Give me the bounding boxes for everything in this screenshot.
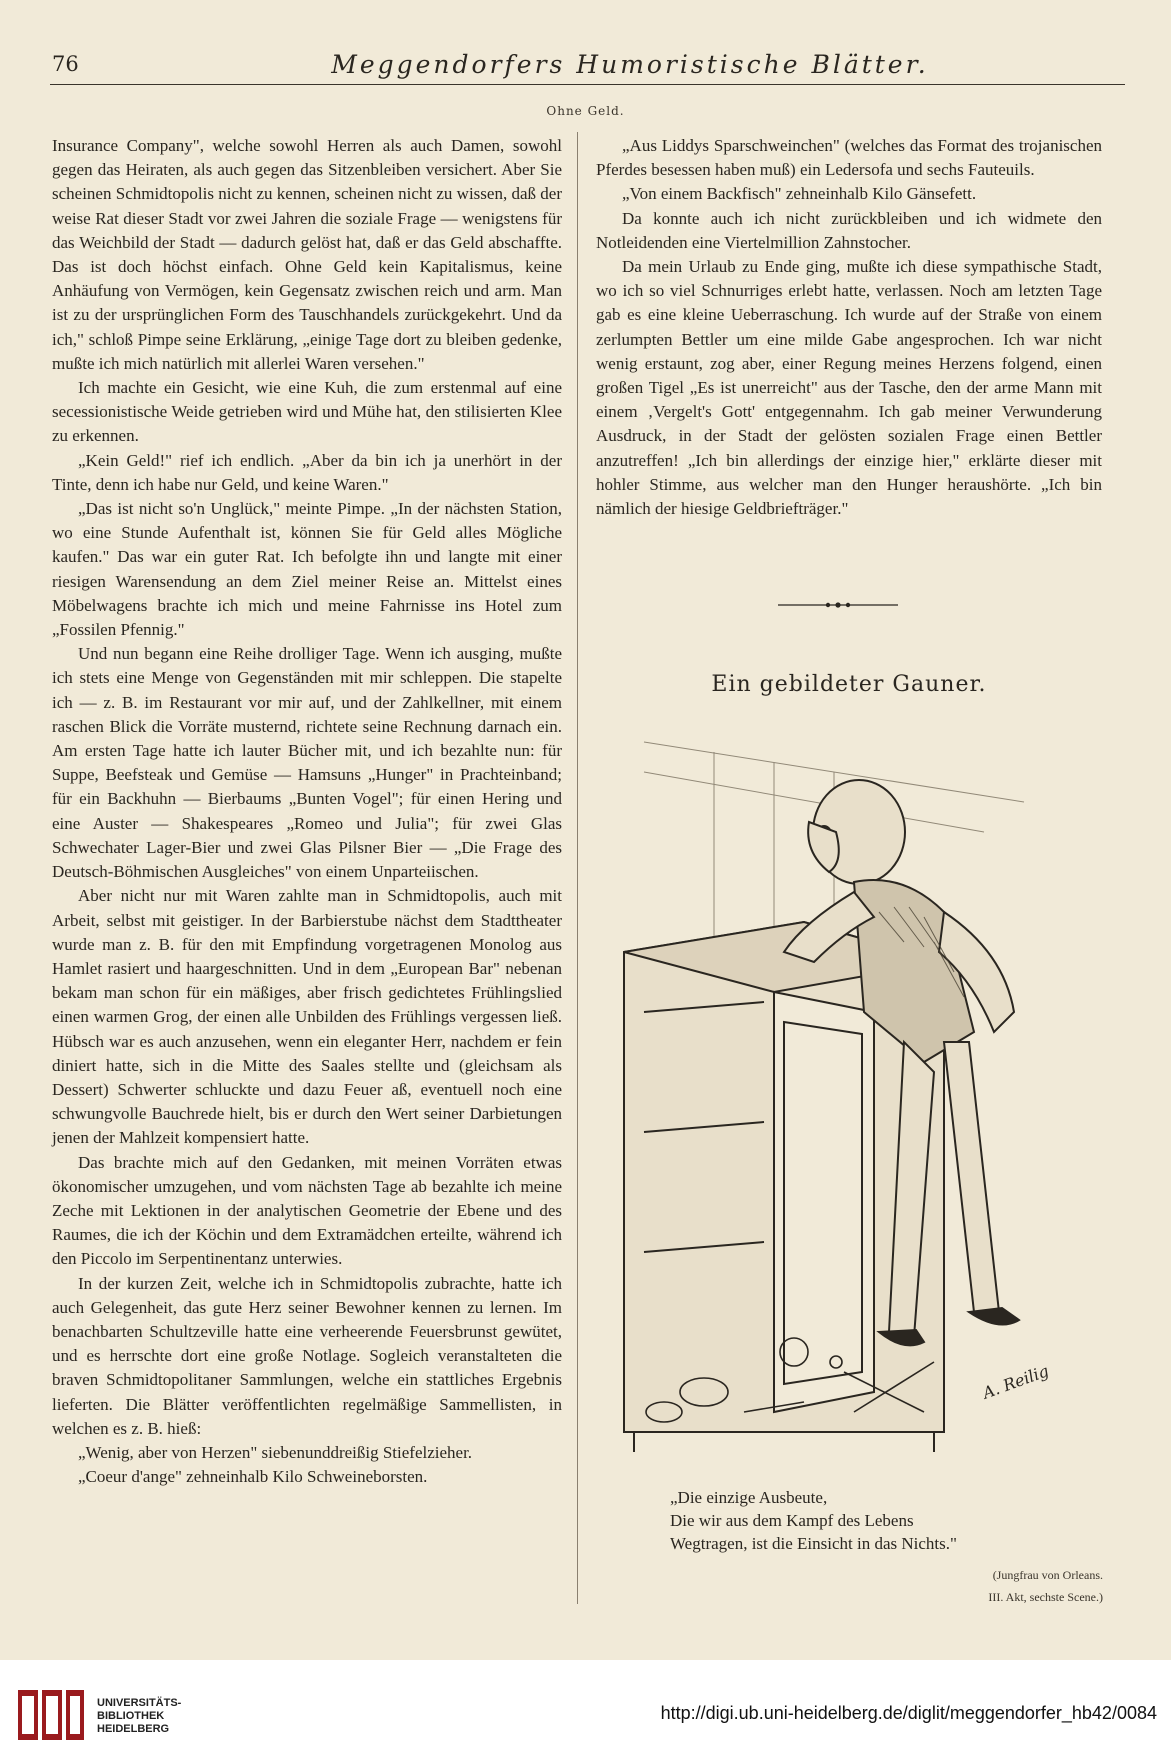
section-title: Ein gebildeter Gauner. [711,672,987,697]
paragraph: „Aus Liddys Sparschweinchen" (welches das Format des trojanischen Pferdes besessen haben muß) ein Ledersofa und sechs Fauteuils. [596,136,1102,180]
paragraph: „Wenig, aber von Herzen" siebenunddreißig Stiefelzieher. [78,1442,473,1462]
section-ornament [778,600,898,610]
header-rule [50,84,1125,85]
caption-source [988,1564,1103,1608]
illustration-caption [670,1486,1090,1555]
right-column [596,134,1102,521]
caption-line: „Die einzige Ausbeute, [670,1488,828,1507]
column-divider [577,132,578,1604]
paragraph: Da konnte auch ich nicht zurückbleiben und ich widmete den Notleidenden eine Viertelmillion Zahnstocher. [596,208,1102,252]
source-line: (Jungfrau von Orleans. [992,1568,1103,1582]
paragraph: Ich machte ein Gesicht, wie eine Kuh, die zum erstenmal auf eine secessionistische Weide getrieben wird und Mühe hat, den stilisierten Klee zu erkennen. [52,378,562,446]
paragraph: „Coeur d'ange" zehneinhalb Kilo Schweineborsten. [78,1467,428,1487]
paragraph: Da mein Urlaub zu Ende ging, mußte ich diese sympathische Stadt, wo ich so viel Schnurriges erlebt hatte, verlassen. Noch am letzten Tage gab es eine kleine Ueberraschung. Ich wurde auf der Straße von einem zerlumpten Bettler um eine milde Gabe angesprochen. Ich war nicht wenig erstaunt, zog aber, einer Regung meines Herzens folgend, einen großen Tigel „Es ist unerreicht" aus der Tasche, den der arme Mann mit einem ‚Vergelt's Gott' entgegennahm. Ich gab meiner Verwunderung Ausdruck, in der Stadt der gelösten sozialen Frage einen Bettler anzutreffen! „Ich bin allerdings der einzige hier," erklärte dieser mit hohler Stimme, aus welcher man den Hunger heraushörte. „Ich bin nämlich der hiesige Geldbriefträger." [596,257,1102,519]
library-line: BIBLIOTHEK [97,1710,165,1722]
paragraph: „Kein Geld!" rief ich endlich. „Aber da bin ich ja unerhört in der Tinte, denn ich habe nur Geld, und keine Waren." [52,450,562,494]
paragraph: Insurance Company", welche sowohl Herren als auch Damen, sowohl gegen das Heiraten, als auch gegen das Sitzenbleiben versichert. Aber Sie scheinen Schmidtopolis nicht zu kennen, scheinen nicht zu wissen, daß der weise Rat dieser Stadt vor zwei Jahren die soziale Frage — wenigstens für das Weichbild der Stadt — dadurch gelöst hat, daß er das Geld abschaffte. Das ist doch höchst einfach. Ohne Geld kein Kapitalismus, keine Anhäufung von Vermögen, kein Gegensatz zwischen reich und arm. Man ist zu der ursprünglichen Form des Tauschhandels zurückgekehrt. Und da ich," schloß Pimpe seine Erklärung, „einige Tage dort zu bleiben gedenke, mußte ich mich natürlich mit allerlei Waren versehen." [52,136,562,373]
paragraph: „Das ist nicht so'n Unglück," meinte Pimpe. „In der nächsten Station, wo eine Stunde Aufenthalt ist, können Sie für Geld alles Mögliche kaufen." Das war ein guter Rat. Ich befolgte ihn und langte mit einer riesigen Warensendung an dem Ziel meiner Reise an. Mittelst eines Möbelwagens brachte ich mich und meine Fahrnisse ins Hotel zum „Fossilen Pfennig." [52,499,562,640]
paragraph: In der kurzen Zeit, welche ich in Schmidtopolis zubrachte, hatte ich auch Gelegenheit, das gute Herz seiner Bewohner kennen zu lernen. Im benachbarten Schultzeville hatte eine verheerende Feuersbrunst gewütet, und es herrschte dort eine große Notlage. Sogleich veranstalteten die braven Schmidtopolitaner Sammlungen, welche ein stattliches Ergebnis lieferten. Die Blätter veröffentlichten regelmäßige Sammellisten, in welchen es z. B. hieß: [52,1273,562,1438]
digital-library-url[interactable]: http://digi.ub.uni-heidelberg.de/diglit/meggendorfer_hb42/0084 [660,1703,1157,1723]
library-line: UNIVERSITÄTS- [97,1697,182,1709]
paragraph: Und nun begann eine Reihe drolliger Tage. Wenn ich ausging, mußte ich stets eine Menge von Gegenständen mit mir schleppen. Die stapelte ich — z. B. im Restaurant vor mir auf, und der Zahlkellner, mit einem raschen Blick die Vorräte musternd, richtete seine Rechnung darnach ein. Am ersten Tage hatte ich lauter Bücher mit, und ich bezahlte nun: für Suppe, Beefsteak und Gemüse — Hamsuns „Hunger" in Prachteinband; für ein Backhuhn — Bierbaums „Bunten Vogel"; für einen Hering und eine Auster — Shakespeares „Romeo und Julia"; für zwei Glas Schwechater Lager-Bier und zwei Glas Pilsner Bier — „Die Frage des Deutsch-Böhmischen Ausgleiches" von einem Unparteiischen. [52,644,562,882]
cartoon-illustration [604,712,1102,1472]
source-line: III. Akt, sechste Scene.) [988,1590,1103,1604]
university-logo-icon [16,1688,86,1742]
paragraph: Das brachte mich auf den Gedanken, mit meinen Vorräten etwas ökonomischer umzugehen, und vom nächsten Tage ab bezahlte ich meine Zeche mit Lektionen in der analytischen Geometrie der Ebene und des Raumes, die ich der Köchin und dem Extramädchen erteilte, während ich den Piccolo im Serpentinentanz unterwies. [52,1152,562,1269]
caption-line: Wegtragen, ist die Einsicht in das Nichts." [670,1534,957,1553]
paragraph: „Von einem Backfisch" zehneinhalb Kilo Gänsefett. [622,184,977,204]
paragraph: Aber nicht nur mit Waren zahlte man in Schmidtopolis, auch mit Arbeit, selbst mit geistiger. In der Barbierstube nächst dem Stadttheater wurde man z. B. für den mit Empfindung vorgetragenen Monolog aus Hamlet rasiert und haargeschnitten. Und in dem „European Bar" nebenan bekam man schon für ein mäßiges, aber frisch gedichtetes Frühlingslied einen warmen Grog, der einen alle Unbilden des Frühlings vergessen ließ. Hübsch war es auch anzusehen, wenn ein eleganter Herr, nachdem er fein diniert hatte, sich in die Mitte des Saales stellte und (gleichsam als Dessert) Schwerter schluckte und dazu Feuer aß, eventuell noch eine schwungvolle Bauchrede hielt, bis er durch den Wert seiner Darbietungen jenen der Mahlzeit kompensiert hatte. [52,886,562,1148]
running-head-title: Meggendorfers Humoristische Blätter. [331,50,929,79]
left-column [52,134,562,1489]
page-number: 76 [52,52,79,76]
caption-line: Die wir aus dem Kampf des Lebens [670,1511,914,1530]
footer-bar [0,1660,1171,1764]
article-subheading: Ohne Geld. [546,104,625,118]
library-name [97,1697,181,1736]
illustration-signature: A. Reilig [980,1361,1052,1403]
library-line: HEIDELBERG [97,1723,170,1735]
